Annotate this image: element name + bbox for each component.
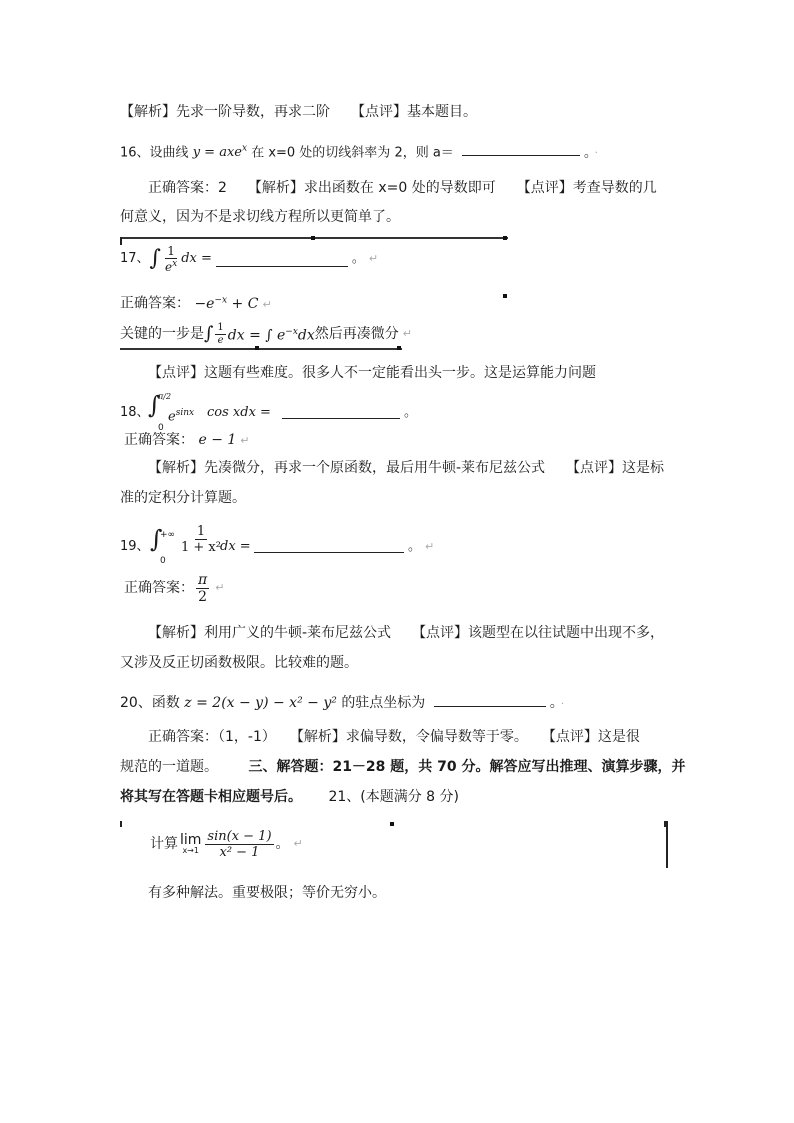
box-corner [120,821,122,827]
analysis-15: 【解析】先求一阶导数，再求二阶 【点评】基本题目。 [120,104,477,120]
fraction-1-over-ex: $\frac{1}{e^x}$ [165,244,178,274]
answer-20-line3: 将其写在答题卡相应题号后。 21、(本题满分 8 分) [120,789,459,805]
limit-operator: lim x→1 [180,832,202,855]
q16-mid: 在 x=0 处的切线斜率为 2，则 a＝ [251,145,454,161]
analysis-19-line1: 【解析】利用广义的牛顿-莱布尼兹公式 【点评】该题型在以往试题中出现不多， [148,625,665,641]
comment-17: 【点评】这题有些难度。很多人不一定能看出头一步。这是运算能力问题 [148,365,596,381]
question-16: 16、设曲线 y = axe$^x$ 在 x=0 处的切线斜率为 2，则 a＝ 。 · [120,140,598,162]
answer-19: 正确答案： $\frac{\pi}{2}$ ↵ [124,571,225,605]
answer-17: 正确答案： $-e^{-x} + C$ ↵ [120,295,272,312]
question-20: 20、函数 z = 2(x − y) − x² − y² 的驻点坐标为 。 · [120,692,564,714]
box-handle [255,346,259,350]
key-step-17: 关键的一步是 ∫ $\frac{1}{e}$ dx = ∫ $e^{-x}dx$ 然后再凑微分 ↵ [120,321,412,346]
question-21-header: 21、(本题满分 8 分) [328,789,459,805]
box-handle [311,236,315,240]
analysis-18-line2: 准的定积分计算题。 [120,490,246,506]
answer-18: 正确答案： e − 1 ↵ [124,432,250,448]
analysis-18-line1: 【解析】先凑微分，再求一个原函数，最后用牛顿-莱布尼兹公式 【点评】这是标 [148,460,665,476]
box-bottom-border [120,348,402,350]
upper-limit-inf: +∞ [160,530,176,540]
integral-sign: ∫ [149,246,162,271]
q16-prefix: 16、设曲线 [120,145,189,161]
upper-limit-pi-over-2: π/2 [158,392,172,401]
box-handle [390,822,394,826]
question-17: 17、 ∫ $\frac{1}{e^x}$ dx = 。 ↵ [120,244,379,274]
q16-formula: y = axe$^x$ [192,144,248,161]
box-handle [397,346,401,350]
box-handle [503,236,507,240]
section-three-heading: 三、解答题：21－28 题，共 70 分。解答应写出推理、演算步骤，并 [248,759,686,775]
box-handle [503,294,507,298]
fraction-sin-over-x2: $\frac{\sin(x - 1)}{\text{x² − 1}}$ [207,828,272,860]
closing-note: 有多种解法。重要极限；等价无穷小。 [148,885,386,901]
answer-blank [216,252,348,267]
answer-16-line1: 正确答案：2 【解析】求出函数在 x=0 处的导数即可 【点评】考查导数的几 [148,180,657,196]
answer-20-line2: 规范的一道题。 三、解答题：21－28 题，共 70 分。解答应写出推理、演算步骤，并 [120,759,686,775]
answer-20-line1: 正确答案：（1，-1） 【解析】求偏导数，令偏导数等于零。 【点评】这是很 [148,729,640,745]
answer-16-line2: 何意义，因为不是求切线方程所以更简单了。 [120,209,400,225]
question-21: 计算 lim x→1 $\frac{\sin(x - 1)}{\text{x² − 1}}$ 。 ↵ [150,828,303,860]
box-right-border [666,824,668,868]
lower-limit: 0 [160,556,166,566]
lower-limit: 0 [158,423,164,433]
fraction-pi-over-2: $\frac{\pi}{2}$ [198,571,208,605]
answer-blank [462,141,580,156]
fraction-1-over-1-plus-x2: $\frac{1}{\text{1 + x²}}$ [181,524,221,555]
analysis-19-line2: 又涉及反正切函数极限。比较难的题。 [120,655,358,671]
